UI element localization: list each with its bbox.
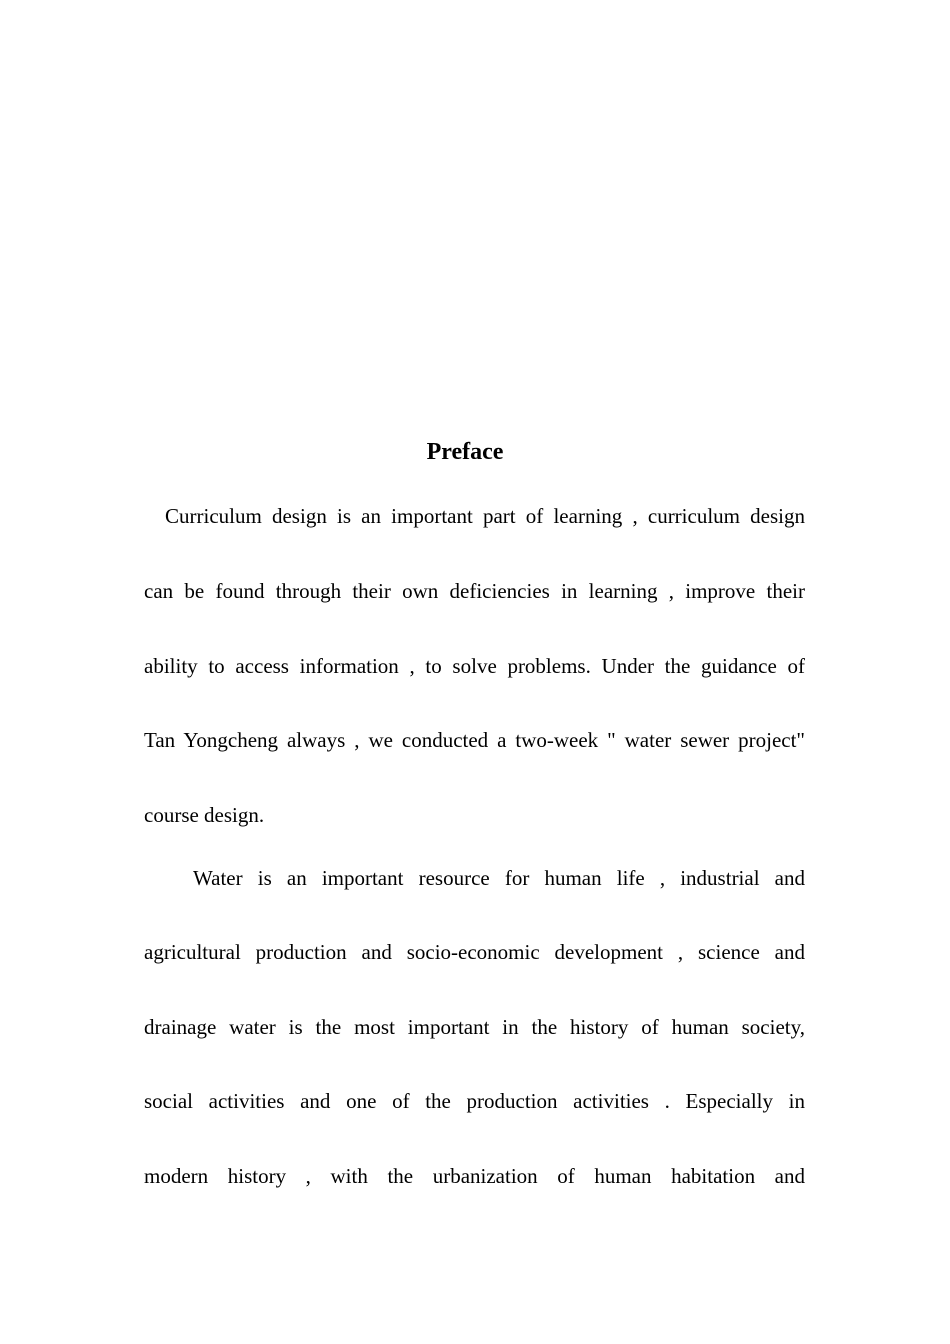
paragraph-line: drainage water is the most important in the history of human society, xyxy=(144,1015,805,1039)
paragraph-line: ability to access information , to solve problems. Under the guidance of xyxy=(144,654,805,678)
paragraph-line: Tan Yongcheng always , we conducted a two-week " water sewer project" xyxy=(144,728,805,752)
paragraph-line: modern history , with the urbanization of human habitation and xyxy=(144,1164,805,1188)
paragraph-line: course design. xyxy=(144,803,265,827)
paragraph-line: Water is an important resource for human life , industrial and xyxy=(193,866,805,890)
paragraph-line: social activities and one of the production activities . Especially in xyxy=(144,1089,805,1113)
paragraph-line: can be found through their own deficiencies in learning , improve their xyxy=(144,579,805,603)
paragraph-line: agricultural production and socio-economic development , science and xyxy=(144,940,805,964)
page-title: Preface xyxy=(426,439,504,465)
paragraph-line: Curriculum design is an important part of learning , curriculum design xyxy=(165,504,805,528)
